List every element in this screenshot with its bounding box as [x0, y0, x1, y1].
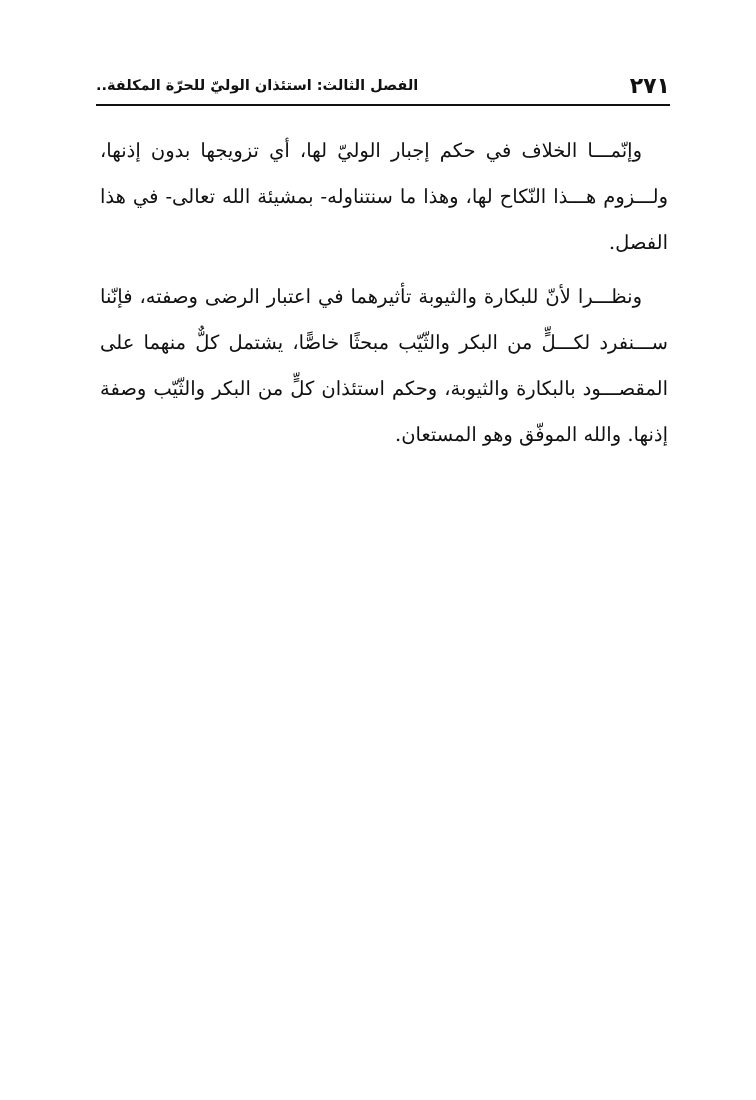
body-text: [100, 128, 668, 458]
chapter-title: الفصل الثالث: استئذان الوليّ للحرّة المكلفة..: [96, 78, 419, 94]
page-number: ٢٧١: [629, 74, 670, 99]
paragraph: وإنّمـــا الخلاف في حكم إجبار الوليّ لها، أي تزويجها بدون إذنها، ولـــزوم هـــذا النّكاح لها، وهذا ما سنتناوله- بمشيئة الله تعالى- في هذا الفصل.: [100, 139, 668, 254]
paragraph: ونظـــرا لأنّ للبكارة والثيوبة تأثيرهما في اعتبار الرضى وصفته، فإنّنا ســـنفرد لكـــلٍّ من البكر والثّيّب مبحثًا خاصًّا، يشتمل كلٌّ منهما على المقصـــود بالبكارة والثيوبة، وحكم استئذان كلٍّ من البكر والثّيّب وصفة إذنها. والله الموفّق وهو المستعان.: [100, 285, 668, 446]
header-divider: [96, 104, 670, 106]
running-header: [96, 70, 670, 104]
